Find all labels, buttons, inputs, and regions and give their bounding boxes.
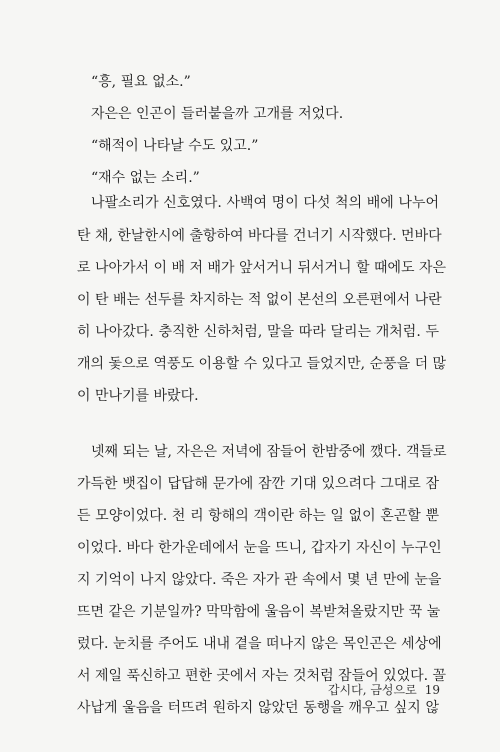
text-line: 뜨면 같은 기분일까? 막막함에 울음이 복받쳐올랐지만 꾹 눌: [77, 604, 441, 620]
text-line: 이었다. 바다 한가운데에서 눈을 뜨니, 갑자기 자신이 누구인: [77, 540, 442, 556]
text-line: “재수 없는 소리.”: [91, 170, 200, 186]
chapter-title: 갑시다, 금성으로: [327, 683, 417, 697]
text-line: 든 모양이었다. 천 리 항해의 객이란 하는 일 없이 혼곤할 뿐: [77, 508, 439, 524]
page-number: 19: [424, 683, 440, 697]
text-line: 히 나아갔다. 충직한 신하처럼, 말을 따라 달리는 개처럼. 두: [77, 324, 439, 340]
text-line: 개의 돛으로 역풍도 이용할 수 있다고 들었지만, 순풍을 더 많: [77, 356, 447, 372]
text-line: “해적이 나타날 수도 있고.”: [91, 138, 259, 154]
text-line: 지 기억이 나지 않았다. 죽은 자가 관 속에서 몇 년 만에 눈을: [77, 572, 442, 588]
running-footer: [328, 682, 440, 698]
text-line: 탄 채, 한날한시에 출항하여 바다를 건너기 시작했다. 먼바다: [77, 228, 442, 244]
text-line: 넷째 되는 날, 자은은 저녁에 잠들어 한밤중에 깼다. 객들로: [91, 444, 447, 460]
text-line: 가득한 뱃집이 답답해 문가에 잠깐 기대 있으려다 그대로 잠: [77, 476, 439, 492]
text-line: 사납게 울음을 터뜨려 원하지 않았던 동행을 깨우고 싶지 않: [77, 700, 439, 716]
text-line: 자은은 인곤이 들러붙을까 고개를 저었다.: [91, 106, 344, 122]
text-line: 로 나아가서 이 배 저 배가 앞서거니 뒤서거니 할 때에도 자은: [77, 260, 447, 276]
text-line: 나팔소리가 신호였다. 사백여 명이 다섯 척의 배에 나누어: [91, 195, 439, 211]
text-line: 렀다. 눈치를 주어도 내내 곁을 떠나지 않은 목인곤은 세상에: [77, 636, 442, 652]
text-line: 이 만나기를 바랐다.: [77, 388, 199, 404]
text-line: “흥, 필요 없소.”: [91, 74, 191, 90]
text-line: 이 탄 배는 선두를 차지하는 적 없이 본선의 오른편에서 나란: [77, 292, 442, 308]
text-line: 서 제일 푹신하고 편한 곳에서 자는 것처럼 잠들어 있었다. 꼴: [77, 668, 447, 684]
